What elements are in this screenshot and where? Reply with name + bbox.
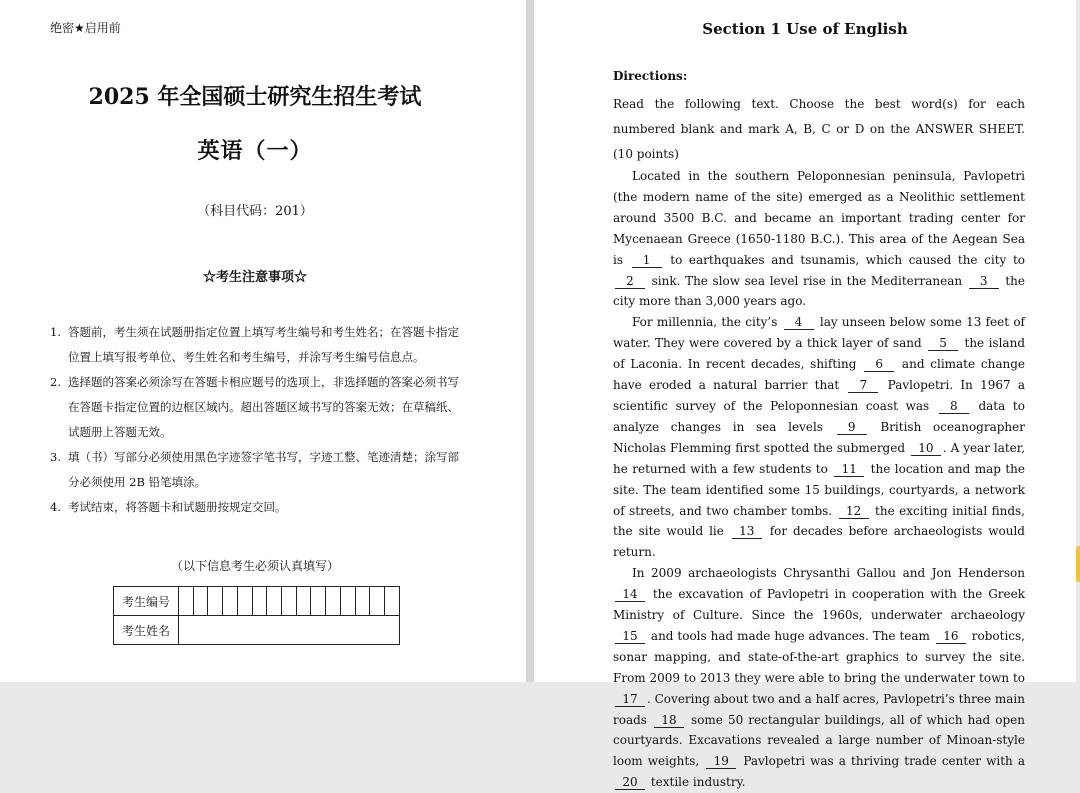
secret-mark: 绝密★启用前 bbox=[50, 21, 121, 35]
cloze-blank: 18 bbox=[654, 713, 684, 728]
side-panel-handle[interactable] bbox=[1076, 546, 1080, 582]
passage-paragraph bbox=[613, 166, 1025, 312]
passage-text: data to analyze changes in sea levels bbox=[613, 398, 1025, 434]
exam-number-digit-box bbox=[385, 587, 400, 616]
exam-number-digit-box bbox=[267, 587, 282, 616]
page-gutter bbox=[526, 0, 534, 682]
cloze-blank: 12 bbox=[839, 504, 869, 519]
cloze-blank: 6 bbox=[864, 357, 894, 372]
cloze-blank: 2 bbox=[615, 274, 645, 289]
rule-item bbox=[50, 445, 470, 495]
cloze-blank: 16 bbox=[936, 629, 966, 644]
passage-text: for decades before archaeologists would return. bbox=[613, 524, 1025, 560]
rule-item bbox=[50, 320, 470, 370]
passage-text: to earthquakes and tsunamis, which caused the city to bbox=[663, 252, 1025, 267]
cloze-blank: 8 bbox=[939, 399, 969, 414]
passage-text: British oceanographer Nicholas Flemming first spotted the submerged bbox=[613, 419, 1025, 455]
passage-text: and tools had made huge advances. The team bbox=[647, 628, 934, 643]
rule-number: 3. bbox=[50, 450, 61, 464]
exam-number-digit-box bbox=[340, 587, 355, 616]
cloze-blank: 7 bbox=[848, 378, 878, 393]
cloze-blank: 20 bbox=[615, 775, 645, 790]
passage-text: the location and map the site. The team identified some 15 buildings, courtyards, a network of streets, and two chamber tombs. bbox=[613, 461, 1025, 518]
exam-number-digit-box bbox=[193, 587, 208, 616]
cloze-passage bbox=[613, 166, 1025, 793]
exam-title: 2025 年全国硕士研究生招生考试 bbox=[88, 84, 422, 110]
exam-number-row bbox=[114, 587, 400, 616]
passage-text: Pavlopetri. In 1967 a scientific survey of the Peloponnesian coast was bbox=[613, 378, 1025, 413]
passage-text: the island of Laconia. In recent decades, shifting bbox=[613, 336, 1025, 372]
passage-text: robotics, sonar mapping, and state-of-the-art graphics to survey the site. From 2009 to 2013 they were able to bring the underwater town to bbox=[613, 628, 1025, 685]
passage-text: . A year later, he returned with a few students to bbox=[613, 440, 1026, 476]
cloze-blank: 14 bbox=[615, 587, 645, 602]
cloze-blank: 4 bbox=[784, 315, 814, 330]
passage-text: In 2009 archaeologists Chrysanthi Gallou and Jon Henderson bbox=[632, 566, 1025, 581]
passage-text: the exciting initial finds, the site would lie bbox=[613, 503, 1025, 539]
cloze-blank: 10 bbox=[911, 441, 941, 456]
cloze-blank: 5 bbox=[928, 336, 958, 351]
rule-item bbox=[50, 370, 470, 445]
cloze-blank: 1 bbox=[632, 253, 662, 268]
use-of-english-page bbox=[534, 0, 1076, 790]
exam-number-digit-box bbox=[223, 587, 238, 616]
cloze-blank: 19 bbox=[706, 754, 736, 769]
cloze-blank: 13 bbox=[732, 524, 762, 539]
passage-text: the city more than 3,000 years ago. bbox=[613, 273, 1025, 309]
exam-number-digit-box bbox=[311, 587, 326, 616]
rule-text: 填（书）写部分必须使用黑色字迹签字笔书写，字迹工整、笔迹清楚；涂写部分必须使用 2B 铅笔填涂。 bbox=[68, 450, 459, 489]
passage-text: lay unseen below some 13 feet of water. They were covered by a thick layer of sand bbox=[613, 315, 1025, 351]
passage-text: For millennia, the city’s bbox=[632, 315, 782, 330]
passage-text: textile industry. bbox=[647, 775, 746, 790]
exam-number-digit-box bbox=[237, 587, 252, 616]
passage-paragraph bbox=[613, 563, 1025, 793]
name-row bbox=[114, 616, 400, 645]
exam-number-label: 考生编号 bbox=[114, 587, 179, 616]
passage-text: Located in the southern Peloponnesian peninsula, Pavlopetri (the modern name of the site) emerged as a Neolithic settlement around 3500 B.C. and became an important trading center for Mycenaean Greece (1650-1180 B.C.). This area of the Aegean Sea is bbox=[613, 169, 1025, 267]
exam-number-digit-box bbox=[355, 587, 370, 616]
cloze-blank: 3 bbox=[969, 274, 999, 289]
exam-number-digit-box bbox=[326, 587, 341, 616]
passage-text: and climate change have eroded a natural barrier that bbox=[613, 357, 1025, 393]
exam-rules-list bbox=[50, 320, 470, 520]
exam-number-digit-box bbox=[282, 587, 297, 616]
exam-cover-page bbox=[0, 0, 526, 682]
exam-number-digit-box bbox=[208, 587, 223, 616]
rule-number: 4. bbox=[50, 500, 61, 514]
section-title: Section 1 Use of English bbox=[702, 20, 908, 38]
cloze-blank: 17 bbox=[615, 692, 645, 707]
rule-number: 2. bbox=[50, 375, 61, 389]
rule-number: 1. bbox=[50, 325, 61, 339]
rule-text: 答题前，考生须在试题册指定位置上填写考生编号和考生姓名；在答题卡指定位置上填写报考单位、考生姓名和考生编号，并涂写考生编号信息点。 bbox=[68, 325, 459, 364]
cloze-blank: 11 bbox=[834, 462, 864, 477]
rule-text: 考试结束，将答题卡和试题册按规定交回。 bbox=[68, 500, 287, 514]
passage-text: Pavlopetri was a thriving trade center with a bbox=[738, 754, 1026, 769]
name-label: 考生姓名 bbox=[114, 616, 179, 645]
exam-number-digit-box bbox=[296, 587, 311, 616]
passage-text: some 50 rectangular buildings, all of which had open courtyards. Excavations revealed a large number of Minoan-style loom weights, bbox=[613, 712, 1025, 769]
name-field bbox=[179, 616, 400, 645]
cloze-blank: 9 bbox=[837, 420, 867, 435]
rule-text: 选择题的答案必须涂写在答题卡相应题号的选项上，非选择题的答案必须书写在答题卡指定位置的边框区域内。超出答题区域书写的答案无效；在草稿纸、试题册上答题无效。 bbox=[68, 375, 459, 439]
passage-text: the excavation of Pavlopetri in cooperation with the Greek Ministry of Culture. Since the 1960s, underwater archaeology bbox=[613, 587, 1025, 623]
passage-paragraph bbox=[613, 312, 1025, 563]
cloze-blank: 15 bbox=[615, 629, 645, 644]
exam-number-digit-box bbox=[252, 587, 267, 616]
exam-number-digit-box bbox=[179, 587, 194, 616]
fill-note: （以下信息考生必须认真填写） bbox=[170, 559, 339, 573]
exam-number-digit-box bbox=[370, 587, 385, 616]
directions-heading: Directions: bbox=[613, 69, 688, 83]
passage-text: . Covering about two and a half acres, Pavlopetri’s three main roads bbox=[613, 691, 1025, 727]
candidate-info-form bbox=[113, 586, 400, 645]
notice-heading: ☆考生注意事项☆ bbox=[202, 270, 307, 285]
exam-subtitle: 英语（一） bbox=[197, 138, 313, 164]
rule-item bbox=[50, 495, 470, 520]
subject-code: （科目代码：201） bbox=[197, 204, 313, 219]
directions-text: Read the following text. Choose the best word(s) for each numbered blank and mark A, B, C or D on the ANSWER SHEET. (10 points) bbox=[613, 97, 1025, 161]
passage-text: sink. The slow sea level rise in the Mediterranean bbox=[647, 273, 967, 288]
